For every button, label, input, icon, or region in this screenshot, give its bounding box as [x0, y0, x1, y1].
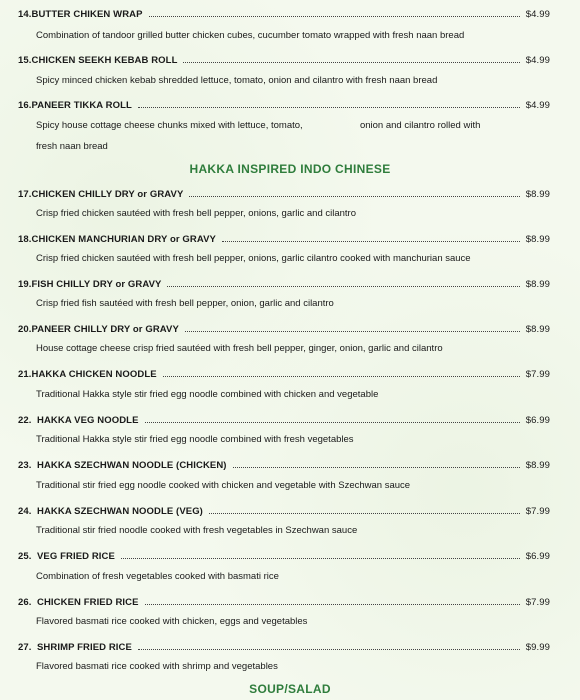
item-price: $8.99: [525, 234, 550, 245]
item-name: 17.CHICKEN CHILLY DRY or GRAVY: [18, 189, 184, 200]
item-description: Traditional stir fried noodle cooked with fresh vegetables in Szechwan sauce: [36, 525, 358, 536]
item-description: Flavored basmati rice cooked with shrimp and vegetables: [36, 661, 278, 672]
item-price: $8.99: [525, 189, 550, 200]
item-name: 19.FISH CHILLY DRY or GRAVY: [18, 279, 162, 290]
description-part: Spicy house cottage cheese chunks mixed with lettuce, tomato,: [36, 120, 303, 131]
item-name: 27. SHRIMP FRIED RICE: [18, 642, 132, 653]
menu-item-title: [18, 592, 550, 608]
leader-dots: [145, 604, 520, 605]
leader-dots: [222, 241, 520, 242]
item-description: [36, 115, 550, 137]
item-description: Crisp fried chicken sautéed with fresh bell pepper, onions, garlic cilantro cooked with manchurian sauce: [36, 253, 471, 264]
menu-item-title: [18, 319, 550, 335]
item-price: $6.99: [525, 551, 550, 562]
leader-dots: [163, 376, 520, 377]
description-part: onion and cilantro rolled with: [359, 120, 481, 131]
item-description-continued: fresh naan bread: [36, 141, 108, 152]
leader-dots: [138, 107, 520, 108]
leader-dots: [167, 286, 519, 287]
item-name: 23. HAKKA SZECHWAN NOODLE (CHICKEN): [18, 460, 227, 471]
leader-dots: [209, 513, 520, 514]
item-price: $8.99: [525, 279, 550, 290]
section-heading: SOUP/SALAD: [249, 682, 331, 696]
leader-dots: [121, 558, 520, 559]
leader-dots: [185, 331, 520, 332]
menu-item-title: [18, 4, 550, 20]
item-description: Crisp fried chicken sautéed with fresh bell pepper, onions, garlic and cilantro: [36, 208, 357, 219]
menu-item-title: [18, 364, 550, 380]
item-price: $8.99: [525, 324, 550, 335]
leader-dots: [183, 62, 519, 63]
menu-item-title: [18, 455, 550, 471]
item-price: $7.99: [525, 597, 550, 608]
section-heading: HAKKA INSPIRED INDO CHINESE: [189, 162, 391, 176]
item-price: $9.99: [525, 642, 550, 653]
leader-dots: [138, 649, 520, 650]
leader-dots: [145, 422, 520, 423]
item-description: Traditional Hakka style stir fried egg noodle combined with fresh vegetables: [36, 434, 354, 445]
item-description: Combination of fresh vegetables cooked with basmati rice: [36, 571, 279, 582]
menu-item-title: [18, 637, 550, 653]
item-price: $4.99: [525, 55, 550, 66]
menu-item-title: [18, 184, 550, 200]
item-price: $4.99: [525, 100, 550, 111]
item-description: Crisp fried fish sautéed with fresh bell pepper, onion, garlic and cilantro: [36, 298, 334, 309]
menu-item-title: [18, 50, 550, 66]
item-name: 21.HAKKA CHICKEN NOODLE: [18, 369, 157, 380]
item-name: 22. HAKKA VEG NOODLE: [18, 415, 139, 426]
item-name: 16.PANEER TIKKA ROLL: [18, 100, 132, 111]
menu-item-title: [18, 229, 550, 245]
item-price: $7.99: [525, 369, 550, 380]
leader-dots: [233, 467, 520, 468]
leader-dots: [149, 16, 520, 17]
menu-item-title: [18, 274, 550, 290]
item-name: 24. HAKKA SZECHWAN NOODLE (VEG): [18, 506, 203, 517]
item-name: 14.BUTTER CHIKEN WRAP: [18, 9, 143, 20]
item-name: 25. VEG FRIED RICE: [18, 551, 115, 562]
item-name: 18.CHICKEN MANCHURIAN DRY or GRAVY: [18, 234, 216, 245]
menu-item-title: [18, 546, 550, 562]
leader-dots: [189, 196, 519, 197]
item-description: Flavored basmati rice cooked with chicken, eggs and vegetables: [36, 616, 308, 627]
item-description: Traditional Hakka style stir fried egg noodle combined with chicken and vegetable: [36, 389, 379, 400]
menu-item-title: [18, 501, 550, 517]
menu-item-title: [18, 410, 550, 426]
item-description: Spicy minced chicken kebab shredded lettuce, tomato, onion and cilantro with fresh naan bread: [36, 75, 438, 86]
item-name: 20.PANEER CHILLY DRY or GRAVY: [18, 324, 179, 335]
menu-item-title: [18, 95, 550, 111]
item-name: 26. CHICKEN FRIED RICE: [18, 597, 139, 608]
item-description: House cottage cheese crisp fried sautéed with fresh bell pepper, ginger, onion, garlic and cilantro: [36, 343, 443, 354]
item-description: Combination of tandoor grilled butter chicken cubes, cucumber tomato wrapped with fresh naan bread: [36, 30, 465, 41]
item-name: 15.CHICKEN SEEKH KEBAB ROLL: [18, 55, 178, 66]
item-description: Traditional stir fried egg noodle cooked with chicken and vegetable with Szechwan sauce: [36, 480, 411, 491]
item-price: $4.99: [525, 9, 550, 20]
item-price: $7.99: [525, 506, 550, 517]
item-price: $6.99: [525, 415, 550, 426]
item-price: $8.99: [525, 460, 550, 471]
